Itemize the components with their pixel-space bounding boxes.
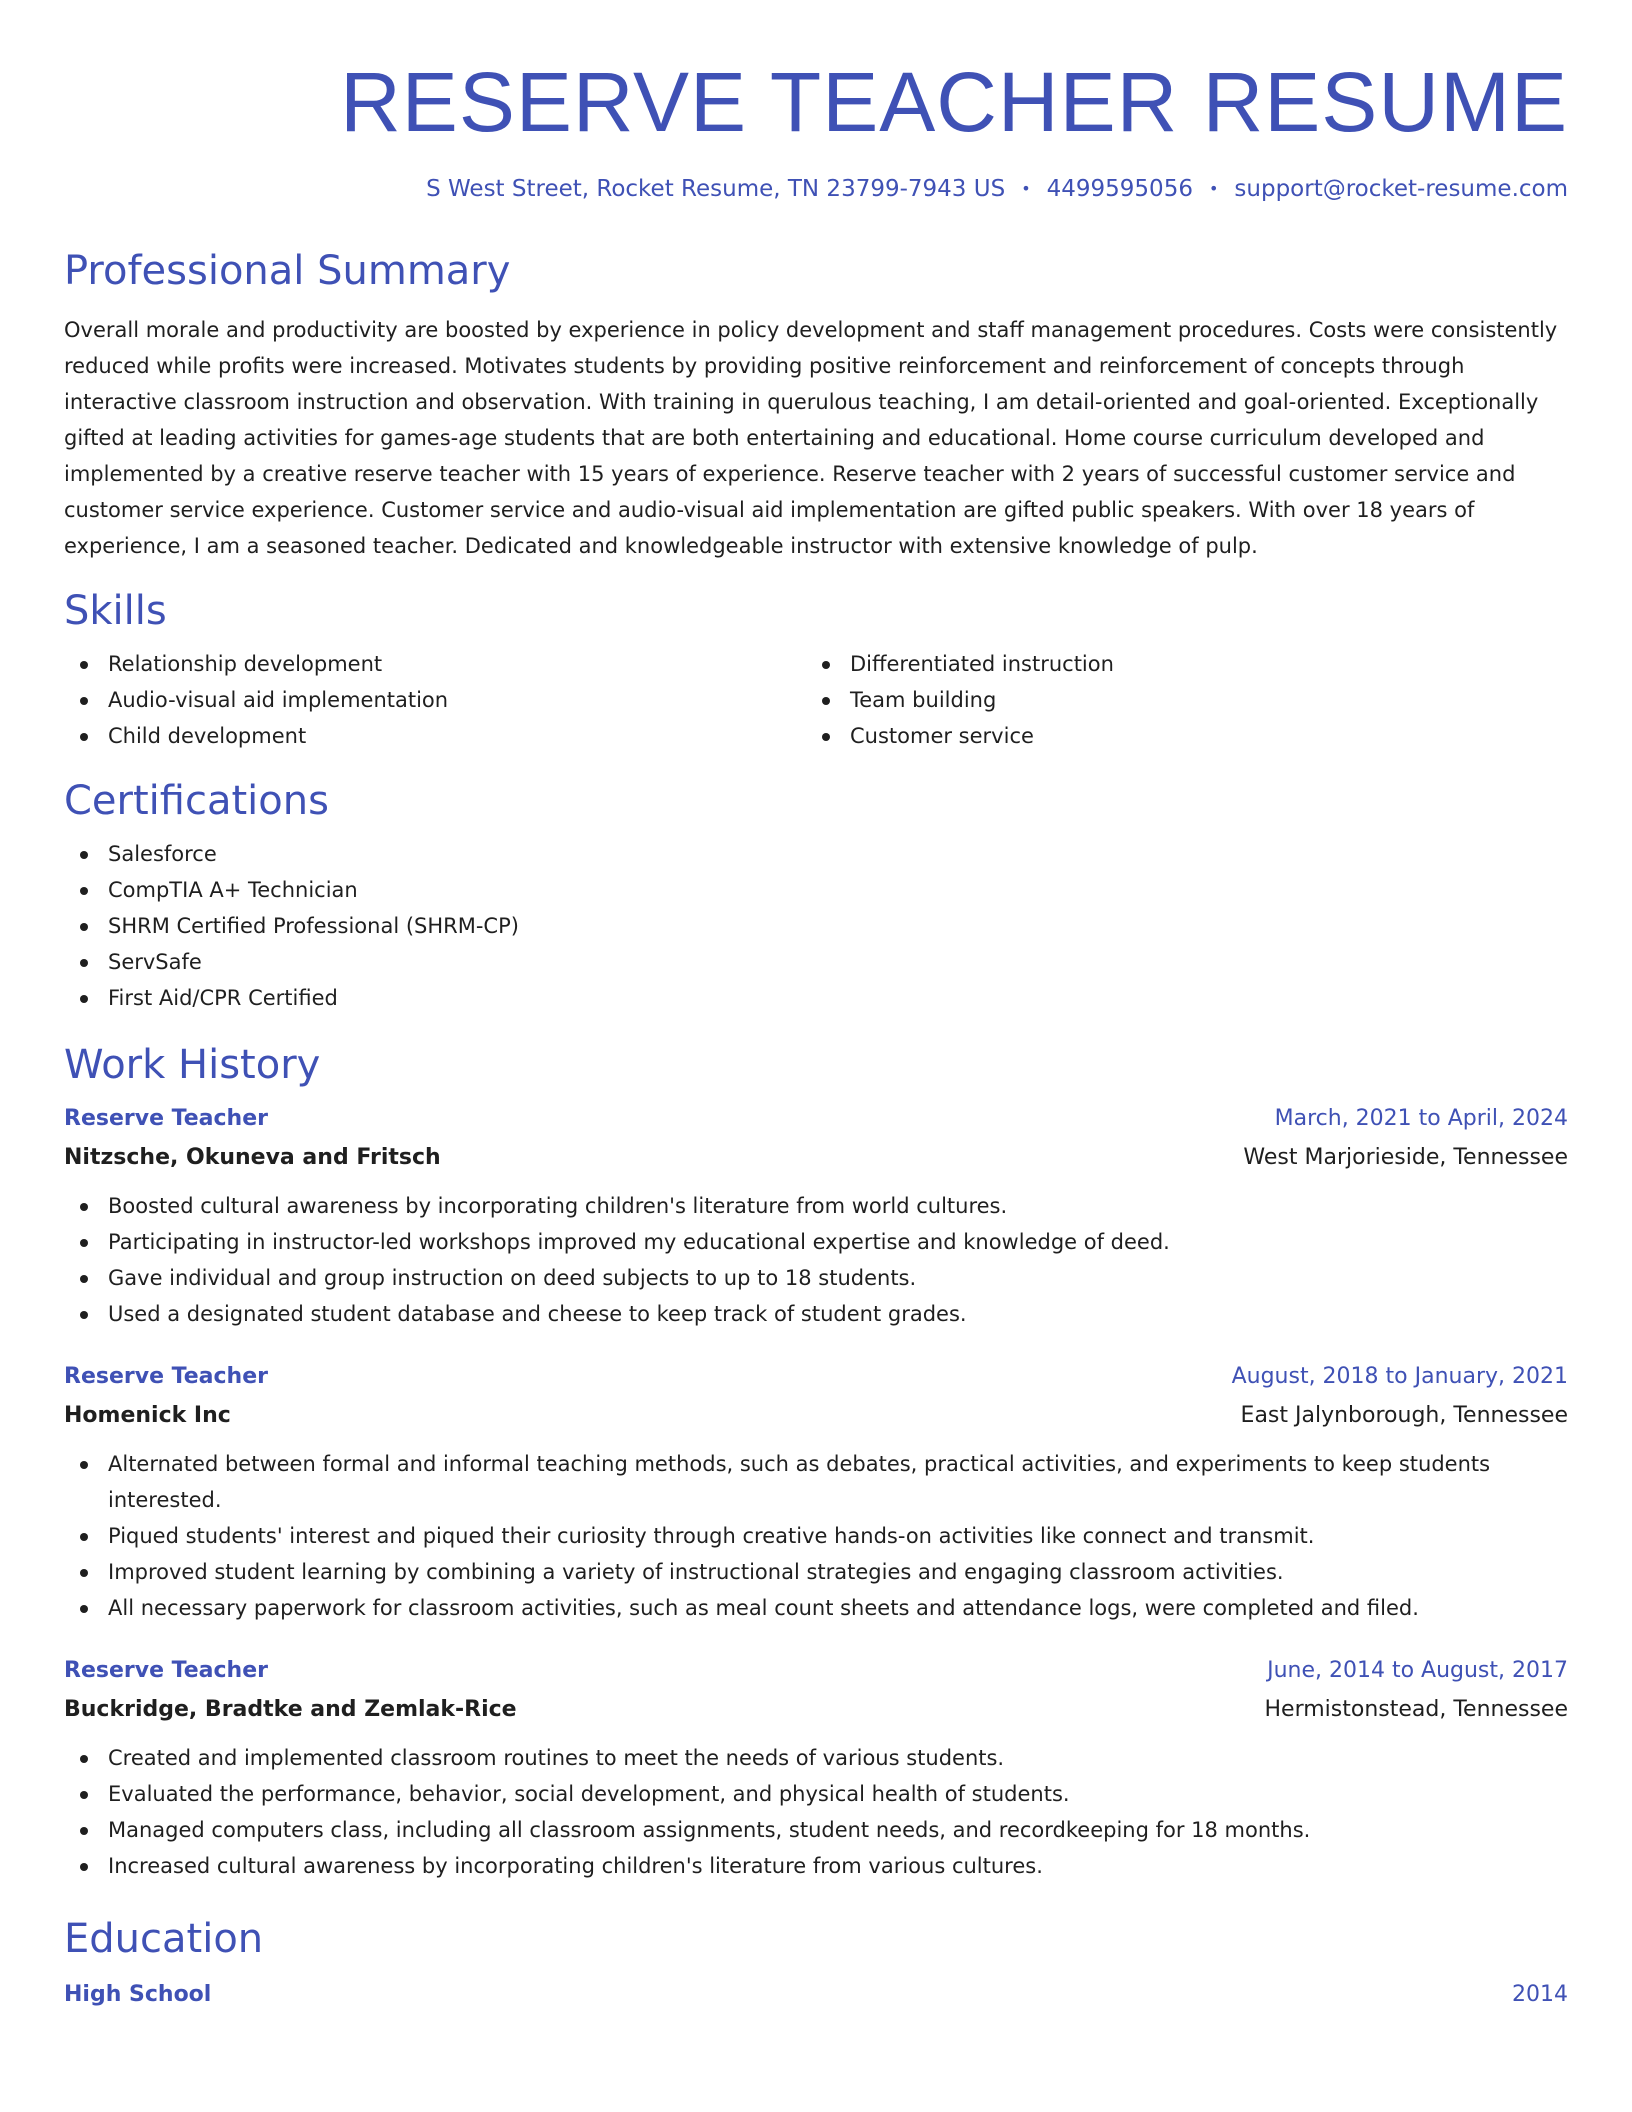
certifications-list bbox=[64, 836, 1568, 1016]
section-heading-skills: Skills bbox=[64, 588, 167, 634]
job-location: Hermistonstead, Tennessee bbox=[1264, 1697, 1568, 1722]
job-dates: March, 2021 to April, 2024 bbox=[1274, 1106, 1568, 1131]
skill-item: Relationship development bbox=[64, 646, 806, 682]
certification-item: First Aid/CPR Certified bbox=[64, 980, 1568, 1016]
skills-column-right bbox=[806, 646, 1548, 754]
skill-item: Customer service bbox=[806, 718, 1548, 754]
section-heading-work-history: Work History bbox=[64, 1042, 321, 1088]
bullet-separator: • bbox=[1208, 179, 1219, 198]
job-title: Reserve Teacher bbox=[64, 1106, 268, 1131]
job-company: Nitzsche, Okuneva and Fritsch bbox=[64, 1145, 441, 1170]
section-heading-summary: Professional Summary bbox=[64, 248, 511, 294]
education-entry bbox=[64, 1976, 1568, 2014]
job-entry bbox=[64, 1100, 1568, 1332]
job-bullet: Created and implemented classroom routines to meet the needs of various students. bbox=[64, 1740, 1568, 1776]
skills-list bbox=[64, 646, 1568, 754]
certification-item: ServSafe bbox=[64, 944, 1568, 980]
job-bullets bbox=[64, 1188, 1568, 1332]
certification-item: Salesforce bbox=[64, 836, 1568, 872]
job-bullet: Used a designated student database and cheese to keep track of student grades. bbox=[64, 1296, 1568, 1332]
certification-item: CompTIA A+ Technician bbox=[64, 872, 1568, 908]
job-entry bbox=[64, 1358, 1568, 1626]
education-year: 2014 bbox=[1512, 1982, 1568, 2007]
job-title: Reserve Teacher bbox=[64, 1658, 268, 1683]
skill-item: Audio-visual aid implementation bbox=[64, 682, 806, 718]
certification-item: SHRM Certified Professional (SHRM-CP) bbox=[64, 908, 1568, 944]
job-bullet: Evaluated the performance, behavior, social development, and physical health of students. bbox=[64, 1776, 1568, 1812]
job-bullet: Alternated between formal and informal teaching methods, such as debates, practical activities, and experiments to keep students interested. bbox=[64, 1446, 1568, 1518]
skills-column-left bbox=[64, 646, 806, 754]
job-bullets bbox=[64, 1740, 1568, 1884]
job-bullet: Increased cultural awareness by incorporating children's literature from various cultures. bbox=[64, 1848, 1568, 1884]
job-entry bbox=[64, 1652, 1568, 1884]
job-bullets bbox=[64, 1446, 1568, 1626]
skill-item: Team building bbox=[806, 682, 1548, 718]
contact-address: S West Street, Rocket Resume, TN 23799-7943 US bbox=[426, 176, 1006, 202]
job-bullet: Managed computers class, including all classroom assignments, student needs, and recordkeeping for 18 months. bbox=[64, 1812, 1568, 1848]
job-bullet: Gave individual and group instruction on deed subjects to up to 18 students. bbox=[64, 1260, 1568, 1296]
job-bullet: Piqued students' interest and piqued their curiosity through creative hands-on activities like connect and transmit. bbox=[64, 1518, 1568, 1554]
skill-item: Differentiated instruction bbox=[806, 646, 1548, 682]
section-heading-certifications: Certifications bbox=[64, 778, 329, 824]
job-dates: June, 2014 to August, 2017 bbox=[1267, 1658, 1568, 1683]
job-location: East Jalynborough, Tennessee bbox=[1240, 1403, 1568, 1428]
section-heading-education: Education bbox=[64, 1916, 264, 1962]
contact-line bbox=[64, 174, 1568, 204]
job-title: Reserve Teacher bbox=[64, 1364, 268, 1389]
job-dates: August, 2018 to January, 2021 bbox=[1231, 1364, 1568, 1389]
job-bullet: Participating in instructor-led workshops improved my educational expertise and knowledge of deed. bbox=[64, 1224, 1568, 1260]
education-degree: High School bbox=[64, 1982, 212, 2007]
job-bullet: All necessary paperwork for classroom activities, such as meal count sheets and attendance logs, were completed and filed. bbox=[64, 1590, 1568, 1626]
contact-email: support@rocket-resume.com bbox=[1234, 176, 1568, 202]
contact-phone: 4499595056 bbox=[1046, 176, 1193, 202]
job-bullet: Boosted cultural awareness by incorporating children's literature from world cultures. bbox=[64, 1188, 1568, 1224]
bullet-separator: • bbox=[1021, 179, 1031, 198]
job-bullet: Improved student learning by combining a variety of instructional strategies and engaging classroom activities. bbox=[64, 1554, 1568, 1590]
job-company: Homenick Inc bbox=[64, 1403, 231, 1428]
skill-item: Child development bbox=[64, 718, 806, 754]
resume-title: RESERVE TEACHER RESUME bbox=[340, 55, 1568, 149]
job-location: West Marjorieside, Tennessee bbox=[1243, 1145, 1568, 1170]
resume-page bbox=[64, 0, 1568, 2014]
job-company: Buckridge, Bradtke and Zemlak-Rice bbox=[64, 1697, 517, 1722]
summary-text: Overall morale and productivity are boosted by experience in policy development and staff management procedures. Costs were consistently reduced while profits were increased. Motivates students by providing positive reinforcement and reinforcement of concepts through interactive classroom instruction and observation. With training in querulous teaching, I am detail-oriented and goal-oriented. Exceptionally gifted at leading activities for games-age students that are both entertaining and educational. Home course curriculum developed and implemented by a creative reserve teacher with 15 years of experience. Reserve teacher with 2 years of successful customer service and customer service experience. Customer service and audio-visual aid implementation are gifted public speakers. With over 18 years of experience, I am a seasoned teacher. Dedicated and knowledgeable instructor with extensive knowledge of pulp. bbox=[64, 318, 1558, 558]
